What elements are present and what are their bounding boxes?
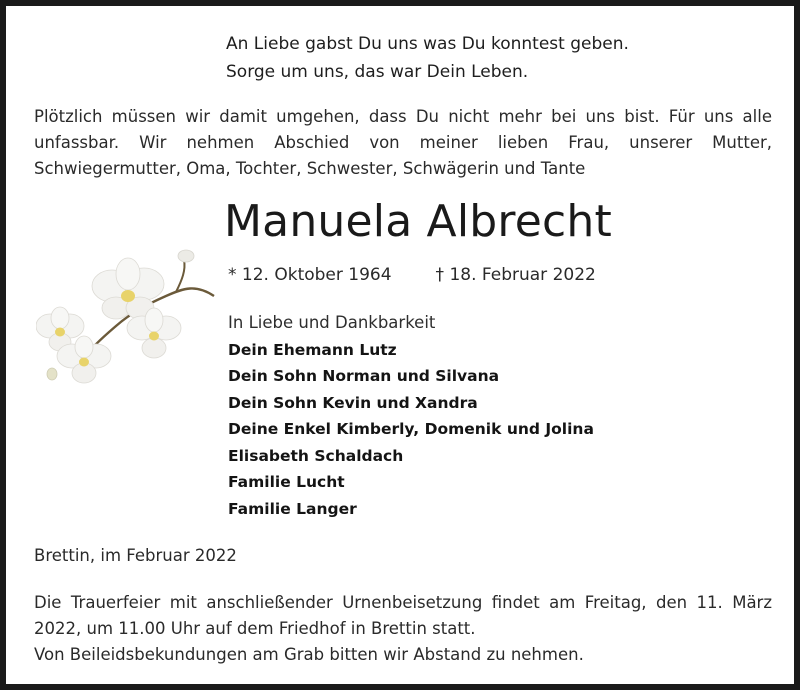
intro-text: Plötzlich müssen wir damit umgehen, dass Du nicht mehr bei uns bist. Für uns alle unfassbar. Wir nehmen Abschied von meiner lieben Frau, unserer Mutter, Schwiegermutter, Oma, Tochter, Schwester, Schwägerin und Tante bbox=[34, 107, 772, 178]
mourner-name: Dein Ehemann Lutz bbox=[228, 340, 397, 359]
life-dates bbox=[228, 263, 596, 287]
orchid-image bbox=[36, 238, 222, 398]
mourner-name: Dein Sohn Norman und Silvana bbox=[228, 367, 500, 385]
mourner-name: Dein Sohn Kevin und Xandra bbox=[228, 393, 478, 412]
motto bbox=[226, 30, 629, 86]
motto-line-1: An Liebe gabst Du uns was Du konntest geben. bbox=[226, 34, 629, 54]
mourners-lead: In Liebe und Dankbarkeit bbox=[228, 313, 436, 332]
mourner-name: Elisabeth Schaldach bbox=[228, 446, 404, 465]
condolence-note: Von Beileidsbekundungen am Grab bitten wir Abstand zu nehmen. bbox=[34, 645, 584, 664]
mourner-name: Familie Langer bbox=[228, 499, 357, 518]
birth-date: * 12. Oktober 1964 bbox=[228, 265, 392, 285]
funeral-service-info bbox=[34, 590, 772, 668]
death-date: † 18. Februar 2022 bbox=[435, 265, 596, 285]
service-text: Die Trauerfeier mit anschließender Urnenbeisetzung findet am Freitag, den 11. März 2022, um 11.00 Uhr auf dem Friedhof in Brettin statt. bbox=[34, 593, 772, 638]
mourner-name: Deine Enkel Kimberly, Domenik und Jolina bbox=[228, 420, 594, 438]
motto-line-2: Sorge um uns, das war Dein Leben. bbox=[226, 62, 529, 82]
mourner-name: Familie Lucht bbox=[228, 473, 345, 491]
place-date: Brettin, im Februar 2022 bbox=[34, 546, 237, 565]
mourners-list bbox=[228, 310, 594, 522]
deceased-name: Manuela Albrecht bbox=[224, 196, 612, 247]
